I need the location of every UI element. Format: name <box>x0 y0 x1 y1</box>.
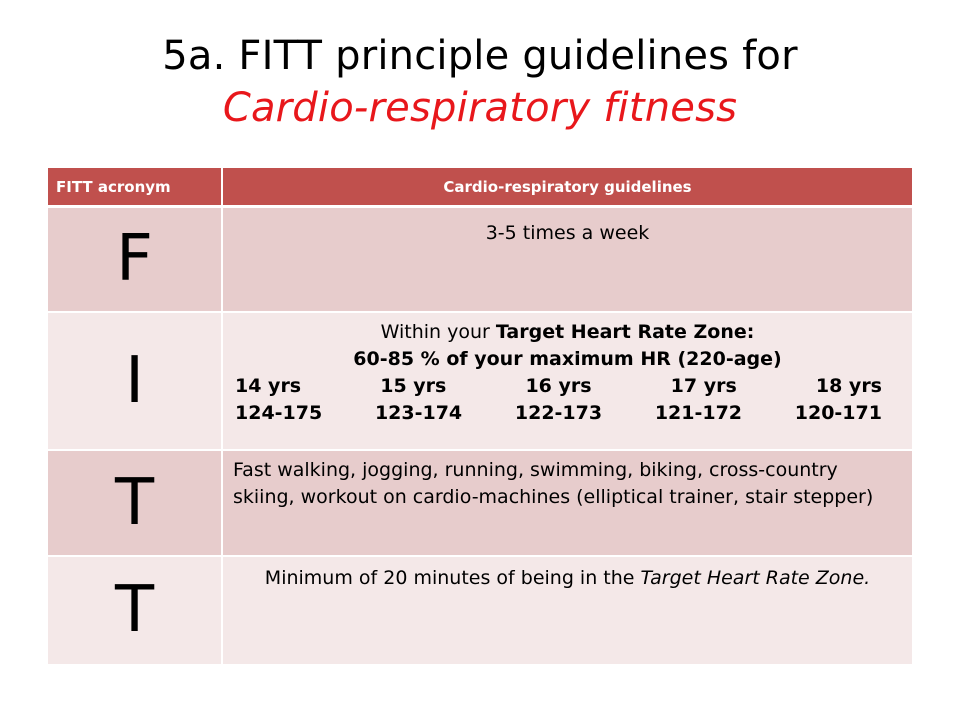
letter-f: F <box>48 207 222 312</box>
title-line-1: 5a. FITT principle guidelines for <box>162 33 798 79</box>
hr-range-17: 121-172 <box>654 401 743 424</box>
age-18: 18 yrs <box>815 374 882 397</box>
time-text-italic: Target Heart Rate Zone. <box>640 566 871 589</box>
table-row-time <box>48 556 912 664</box>
title-line-2: Cardio-respiratory fitness <box>222 85 738 131</box>
time-text-plain: Minimum of 20 minutes of being in the <box>264 566 641 589</box>
hr-range-18: 120-171 <box>794 401 882 424</box>
frequency-text: 3-5 times a week <box>485 222 650 244</box>
age-17: 17 yrs <box>670 374 737 397</box>
fitt-table <box>48 168 912 664</box>
intensity-content <box>223 313 912 427</box>
time-text <box>223 557 912 592</box>
max-hr-text: 60-85 % of your maximum HR (220-age) <box>353 347 782 370</box>
intensity-intro <box>233 319 902 346</box>
age-16: 16 yrs <box>525 374 592 397</box>
header-fitt-acronym: FITT acronym <box>48 168 222 207</box>
hr-range-row <box>233 400 902 427</box>
letter-t-type: T <box>48 450 222 556</box>
hr-range-16: 122-173 <box>514 401 603 424</box>
type-text: Fast walking, jogging, running, swimming, biking, cross-country skiing, workout on cardio-machines (elliptical trainer, stair stepper) <box>233 458 874 508</box>
table-row-frequency <box>48 207 912 312</box>
header-guidelines: Cardio-respiratory guidelines <box>222 168 912 207</box>
age-15: 15 yrs <box>380 374 447 397</box>
hr-range-14: 124-175 <box>235 401 323 424</box>
letter-i: I <box>48 312 222 450</box>
age-14: 14 yrs <box>235 374 302 397</box>
intensity-intro-text: Within your <box>380 320 496 343</box>
hr-range-15: 123-174 <box>374 401 463 424</box>
slide-title <box>0 30 960 134</box>
table-row-type <box>48 450 912 556</box>
age-row <box>233 373 902 400</box>
table-row-intensity <box>48 312 912 450</box>
letter-t-time: T <box>48 556 222 664</box>
intensity-intro-bold: Target Heart Rate Zone: <box>495 320 755 343</box>
